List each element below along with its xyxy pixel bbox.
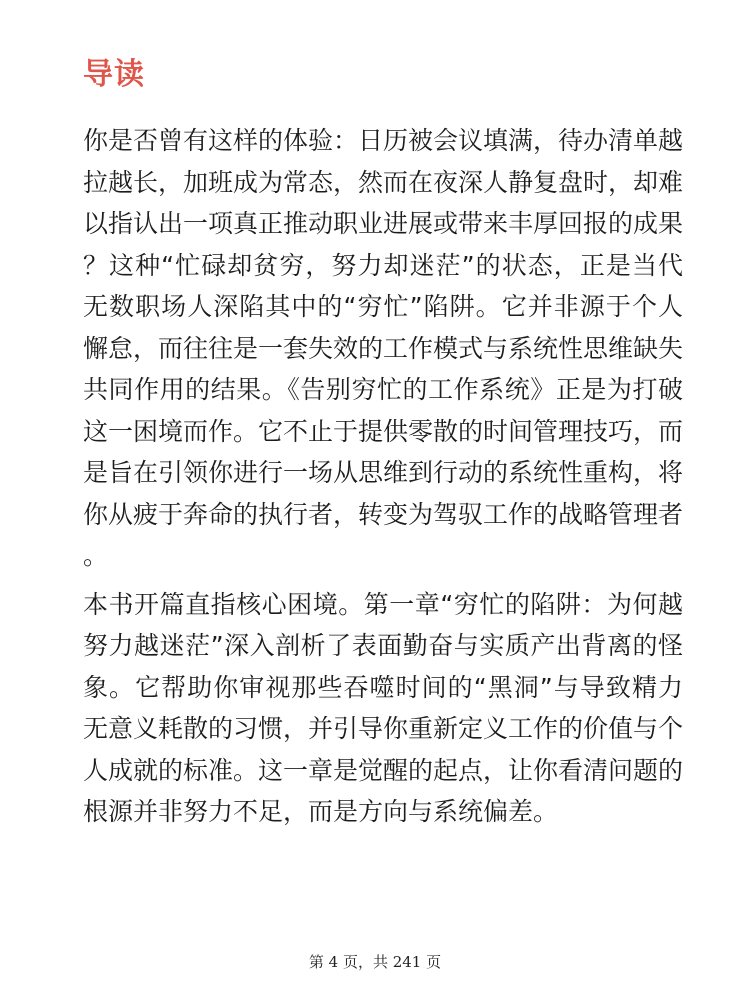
section-title: 导读 bbox=[83, 57, 145, 92]
paragraph: 本书开篇直指核心困境。第一章“穷忙的陷阱：为何越努力越迷茫”深入剖析了表面勤奋与实质产出背离的怪象。它帮助你审视那些吞噬时间的“黑洞”与导致精力无意义耗散的习惯，并引导你重新定义工作的价值与个人成就的标准。这一章是觉醒的起点，让你看清问题的根源并非努力不足，而是方向与系统偏差。 bbox=[83, 589, 684, 826]
page-number: 第 4 页，共 241 页 bbox=[308, 953, 442, 971]
paragraph: 你是否曾有这样的体验：日历被会议填满，待办清单越拉越长，加班成为常态，然而在夜深人静复盘时，却难以指认出一项真正推动职业进展或带来丰厚回报的成果？这种“忙碌却贫穷，努力却迷茫”的状态，正是当代无数职场人深陷其中的“穷忙”陷阱。它并非源于个人懈怠，而往往是一套失效的工作模式与系统性思维缺失共同作用的结果。《告别穷忙的工作系统》正是为打破这一困境而作。它不止于提供零散的时间管理技巧，而是旨在引领你进行一场从思维到行动的系统性重构，将你从疲于奔命的执行者，转变为驾驭工作的战略管理者。 bbox=[83, 126, 684, 570]
body-text bbox=[83, 120, 683, 833]
